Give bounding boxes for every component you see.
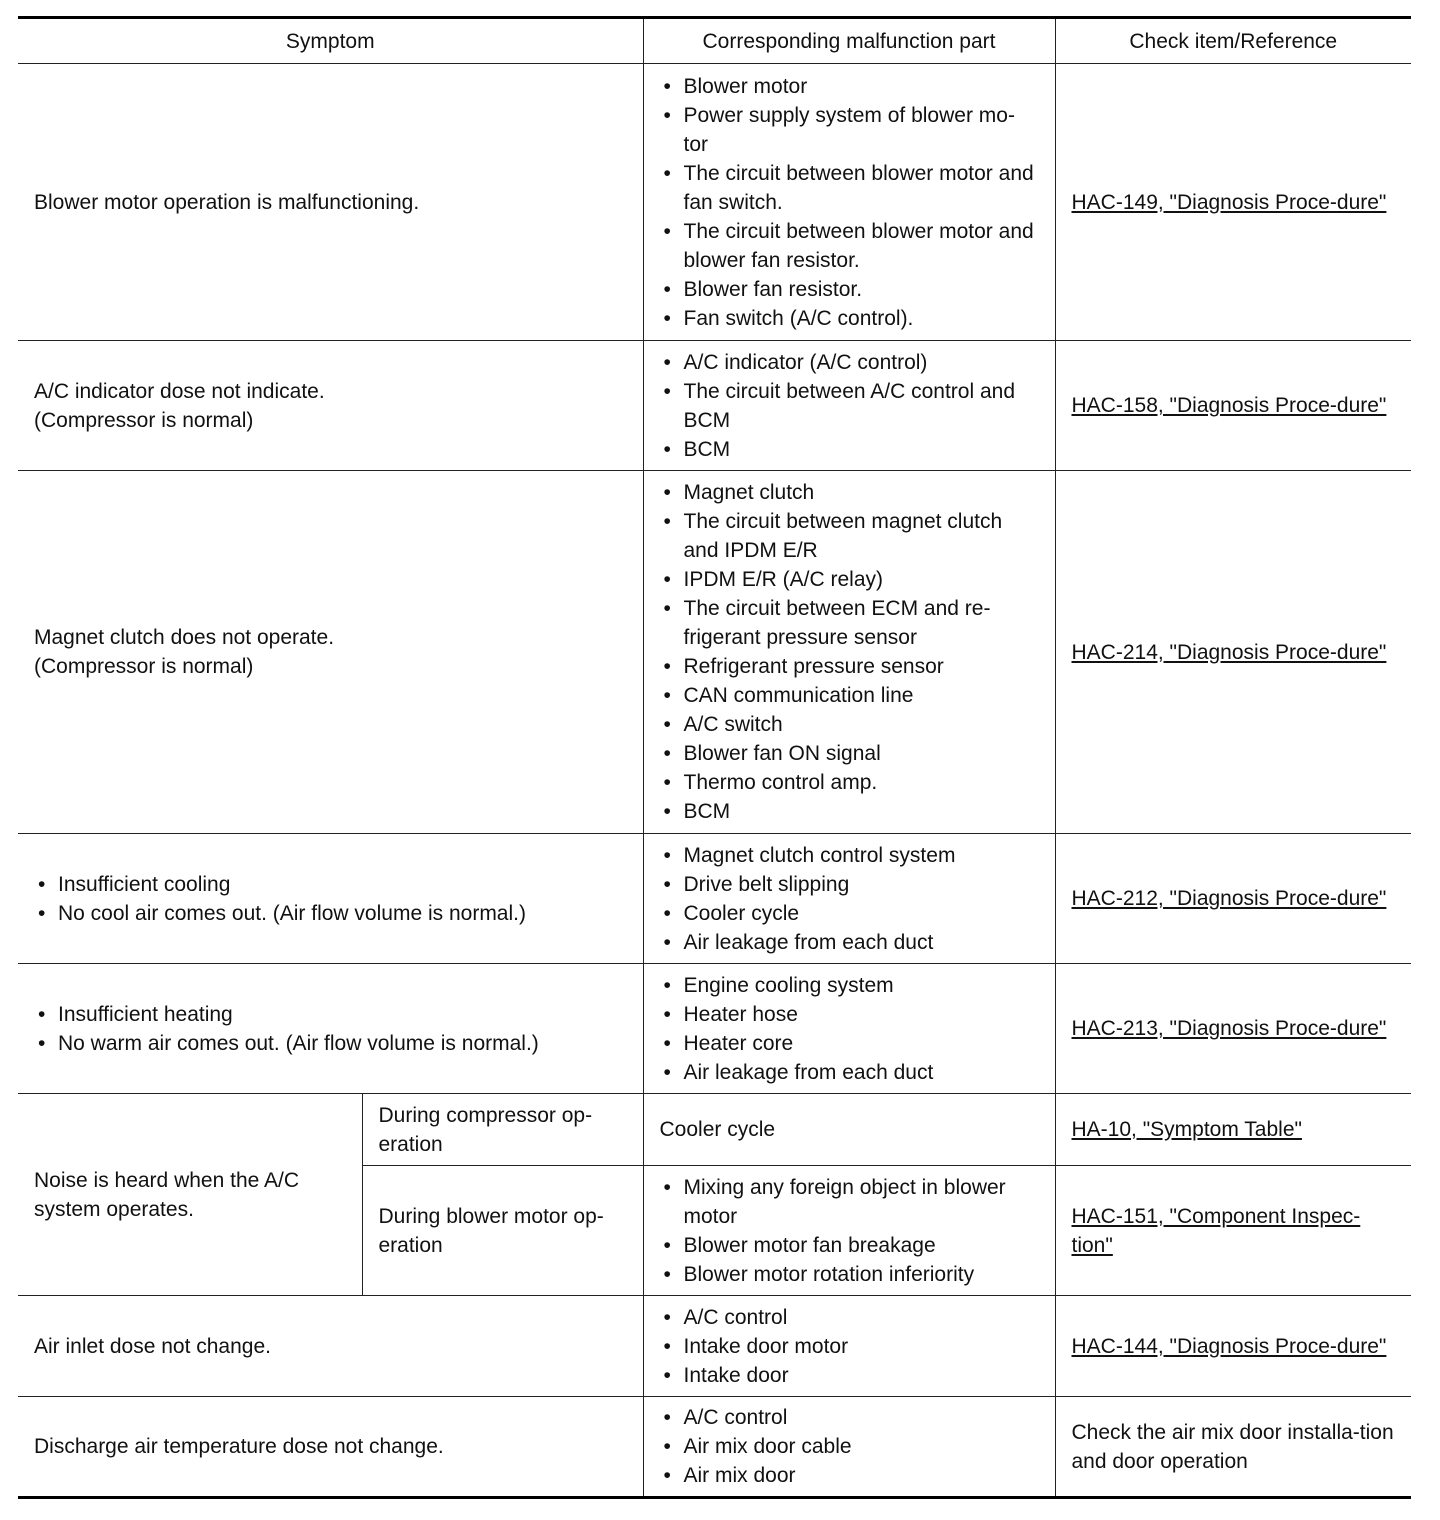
part-item: • Mixing any foreign object in blower motor — [660, 1173, 1039, 1231]
header-check-item: Check item/Reference — [1055, 18, 1411, 64]
parts-cell — [643, 964, 1055, 1094]
reference-link[interactable]: HAC-212, "Diagnosis Proce-dure" — [1071, 887, 1387, 910]
part-item: • A/C indicator (A/C control) — [660, 348, 1039, 377]
part-item: • Drive belt slipping — [660, 870, 1039, 899]
part-item: • Intake door motor — [660, 1332, 1039, 1361]
table-row — [18, 1397, 1411, 1498]
condition-cell — [362, 1166, 643, 1296]
symptom-text: (Compressor is normal) — [34, 408, 254, 432]
symptom-item: • Insufficient cooling — [34, 870, 627, 899]
part-item: • Blower fan ON signal — [660, 739, 1039, 768]
parts-list — [660, 348, 1039, 464]
parts-cell — [643, 1094, 1055, 1166]
symptom-text: A/C indicator dose not indicate. — [34, 379, 325, 403]
part-item: • Refrigerant pressure sensor — [660, 652, 1039, 681]
parts-cell — [643, 1397, 1055, 1498]
part-item: • A/C switch — [660, 710, 1039, 739]
parts-cell — [643, 834, 1055, 964]
part-item: • A/C control — [660, 1303, 1039, 1332]
part-item: • Heater core — [660, 1029, 1039, 1058]
reference-link[interactable]: HAC-151, "Component Inspec-tion" — [1071, 1204, 1361, 1257]
parts-cell — [643, 341, 1055, 471]
part-item: • The circuit between blower motor and fan switch. — [660, 159, 1039, 217]
parts-list — [660, 478, 1039, 826]
parts-cell — [643, 64, 1055, 341]
parts-list — [660, 841, 1039, 957]
part-item: • Blower fan resistor. — [660, 275, 1039, 304]
symptom-text: Magnet clutch does not operate. — [34, 626, 335, 649]
table-row — [18, 1296, 1411, 1397]
part-item: • Air mix door cable — [660, 1432, 1039, 1461]
parts-cell — [643, 1166, 1055, 1296]
reference-link[interactable]: HAC-158, "Diagnosis Proce-dure" — [1071, 394, 1387, 417]
condition-text: During blower motor op-eration — [378, 1204, 604, 1257]
part-item: • The circuit between A/C control and BCM — [660, 377, 1039, 435]
part-item: • IPDM E/R (A/C relay) — [660, 565, 1039, 594]
part-item: • Magnet clutch control system — [660, 841, 1039, 870]
part-item: • Power supply system of blower mo-tor — [660, 101, 1039, 159]
parts-list — [660, 1303, 1039, 1390]
parts-cell — [643, 1296, 1055, 1397]
part-item: • Blower motor fan breakage — [660, 1231, 1039, 1260]
reference-cell — [1055, 341, 1411, 471]
part-item: • Magnet clutch — [660, 478, 1039, 507]
symptom-list — [34, 1000, 627, 1058]
table-row — [18, 471, 1411, 834]
symptom-text: Discharge air temperature dose not change. — [34, 1435, 444, 1458]
reference-cell — [1055, 964, 1411, 1094]
symptom-cell — [18, 1397, 643, 1498]
part-item: • Blower motor rotation inferiority — [660, 1260, 1039, 1289]
parts-list — [660, 1403, 1039, 1490]
reference-cell — [1055, 64, 1411, 341]
reference-link[interactable]: HAC-144, "Diagnosis Proce-dure" — [1071, 1334, 1387, 1358]
parts-list — [660, 72, 1039, 333]
reference-cell — [1055, 1166, 1411, 1296]
header-symptom: Symptom — [18, 18, 643, 64]
symptom-text: Blower motor operation is malfunctioning. — [34, 190, 420, 214]
symptom-cell — [18, 1296, 643, 1397]
table-row — [18, 1094, 1411, 1166]
condition-text: During compressor op-eration — [378, 1103, 593, 1156]
part-text: Cooler cycle — [659, 1118, 776, 1141]
header-row — [18, 18, 1411, 64]
part-item: • A/C control — [660, 1403, 1039, 1432]
part-item: • Engine cooling system — [660, 971, 1039, 1000]
symptom-cell — [18, 964, 643, 1094]
reference-link[interactable]: HAC-214, "Diagnosis Proce-dure" — [1071, 640, 1387, 664]
symptom-list — [34, 870, 627, 928]
check-cell — [1055, 1397, 1411, 1498]
part-item: • CAN communication line — [660, 681, 1039, 710]
symptom-cell — [18, 471, 643, 834]
part-item: • Cooler cycle — [660, 899, 1039, 928]
symptom-item: • No cool air comes out. (Air flow volume is normal.) — [34, 899, 627, 928]
parts-list — [660, 971, 1039, 1087]
symptom-cell — [18, 834, 643, 964]
part-item: • Blower motor — [660, 72, 1039, 101]
symptom-cell — [18, 1094, 362, 1296]
part-item: • Heater hose — [660, 1000, 1039, 1029]
symptom-text: Noise is heard when the A/C system operates. — [34, 1168, 299, 1221]
symptom-table — [18, 16, 1411, 1499]
part-item: • Intake door — [660, 1361, 1039, 1390]
reference-cell — [1055, 1094, 1411, 1166]
part-item: • BCM — [660, 797, 1039, 826]
part-item: • Air leakage from each duct — [660, 1058, 1039, 1087]
part-item: • BCM — [660, 435, 1039, 464]
part-item: • Thermo control amp. — [660, 768, 1039, 797]
header-malfunction-part: Corresponding malfunction part — [643, 18, 1055, 64]
symptom-item: • Insufficient heating — [34, 1000, 627, 1029]
check-text: Check the air mix door installa-tion and door operation — [1071, 1420, 1394, 1473]
table-row — [18, 964, 1411, 1094]
part-item: • Fan switch (A/C control). — [660, 304, 1039, 333]
part-item: • The circuit between ECM and re-frigerant pressure sensor — [660, 594, 1039, 652]
reference-cell — [1055, 471, 1411, 834]
symptom-cell — [18, 341, 643, 471]
table-row — [18, 341, 1411, 471]
part-item: • The circuit between blower motor and blower fan resistor. — [660, 217, 1039, 275]
symptom-text: (Compressor is normal) — [34, 655, 254, 678]
table-row — [18, 64, 1411, 341]
parts-list — [660, 1173, 1039, 1289]
part-item: • Air mix door — [660, 1461, 1039, 1490]
reference-cell — [1055, 834, 1411, 964]
parts-cell — [643, 471, 1055, 834]
reference-link[interactable]: HAC-149, "Diagnosis Proce-dure" — [1071, 190, 1387, 214]
symptom-cell — [18, 64, 643, 341]
condition-cell — [362, 1094, 643, 1166]
table-row — [18, 834, 1411, 964]
part-item: • The circuit between magnet clutch and IPDM E/R — [660, 507, 1039, 565]
symptom-text: Air inlet dose not change. — [34, 1334, 271, 1358]
reference-link[interactable]: HAC-213, "Diagnosis Proce-dure" — [1071, 1017, 1387, 1040]
reference-cell — [1055, 1296, 1411, 1397]
part-item: • Air leakage from each duct — [660, 928, 1039, 957]
reference-link[interactable]: HA-10, "Symptom Table" — [1071, 1118, 1302, 1141]
symptom-item: • No warm air comes out. (Air flow volume is normal.) — [34, 1029, 627, 1058]
